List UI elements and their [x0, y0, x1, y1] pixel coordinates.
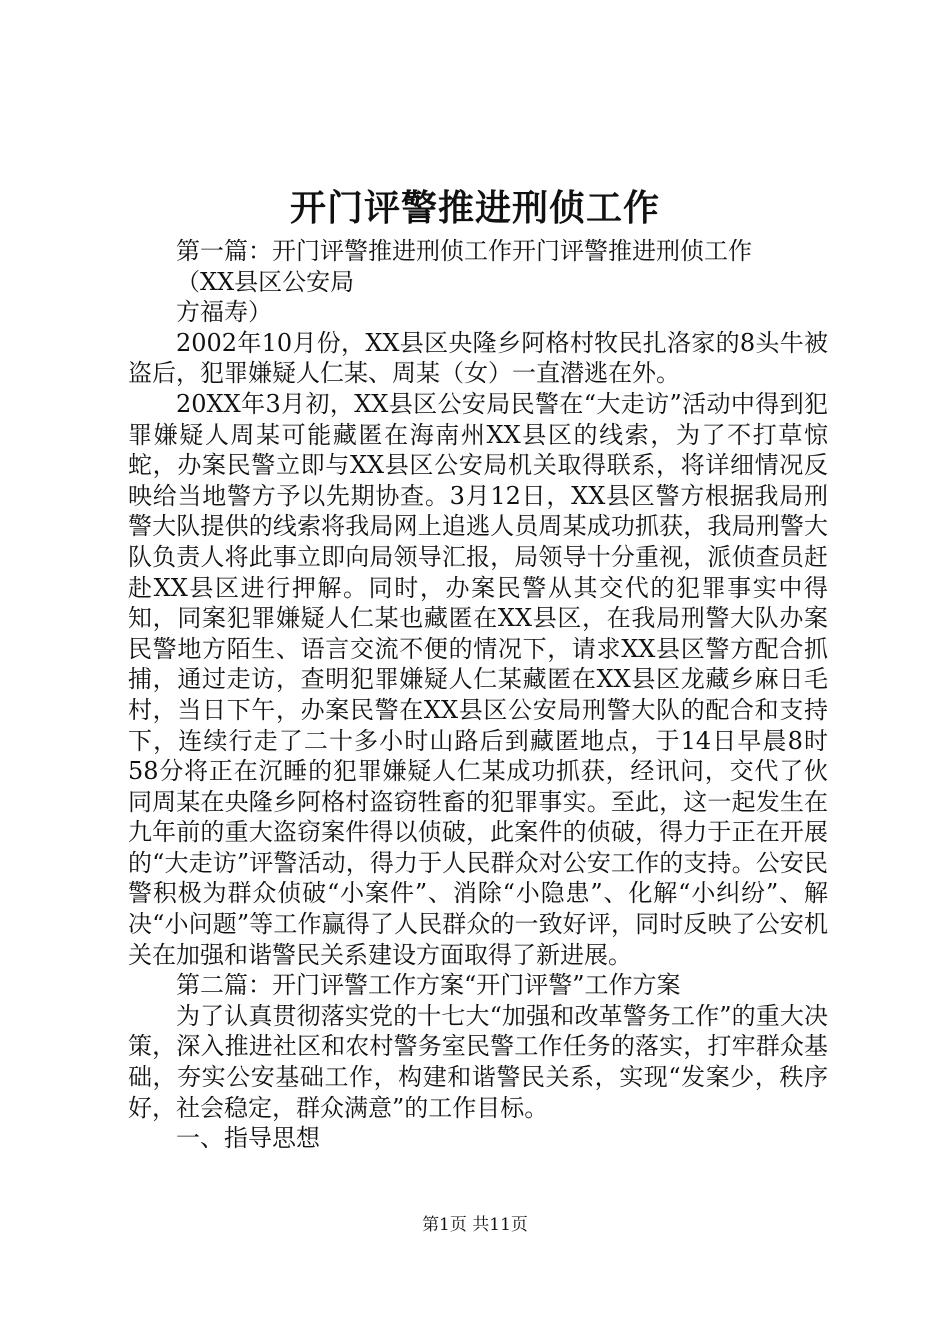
- body-paragraph: 为了认真贯彻落实党的十七大“加强和改革警务工作”的重大决策，深入推进社区和农村警务室民警工作任务的落实，打牢群众基础，夯实公安基础工作，构建和谐警民关系，实现“发案少，秩序好，社会稳定，群众满意”的工作目标。: [128, 1001, 828, 1122]
- document-body: [128, 236, 828, 1154]
- page-number-footer: 第1页 共11页: [422, 1215, 528, 1235]
- body-paragraph: 20XX年3月初，XX县区公安局民警在“大走访”活动中得到犯罪嫌疑人周某可能藏匿在海南州XX县区的线索，为了不打草惊蛇，办案民警立即与XX县区公安局机关取得联系，将详细情况反映给当地警方予以先期协查。3月12日，XX县区警方根据我局刑警大队提供的线索将我局网上追逃人员周某成功抓获，我局刑警大队负责人将此事立即向局领导汇报，局领导十分重视，派侦查员赶赴XX县区进行押解。同时，办案民警从其交代的犯罪事实中得知，同案犯罪嫌疑人仁某也藏匿在XX县区，在我局刑警大队办案民警地方陌生、语言交流不便的情况下，请求XX县区警方配合抓捕，通过走访，查明犯罪嫌疑人仁某藏匿在XX县区龙藏乡麻日毛村，当日下午，办案民警在XX县区公安局刑警大队的配合和支持下，连续行走了二十多小时山路后到藏匿地点，于14日早晨8时58分将正在沉睡的犯罪嫌疑人仁某成功抓获，经讯问，交代了伙同周某在央隆乡阿格村盗窃牲畜的犯罪事实。至此，这一起发生在九年前的重大盗窃案件得以侦破，此案件的侦破，得力于正在开展的“大走访”评警活动，得力于人民群众对公安工作的支持。公安民警积极为群众侦破“小案件”、消除“小隐患”、化解“小纠纷”、解决“小问题”等工作赢得了人民群众的一致好评，同时反映了公安机关在加强和谐警民关系建设方面取得了新进展。: [128, 389, 828, 969]
- author-name-line: 方福寿）: [176, 298, 272, 327]
- section-heading-2: 第二篇：开门评警工作方案“开门评警”工作方案: [176, 971, 681, 1000]
- section-heading-1: 第一篇：开门评警推进刑侦工作开门评警推进刑侦工作: [176, 237, 752, 265]
- document-title: 开门评警推进刑侦工作: [289, 187, 660, 229]
- subsection-heading: 一、指导思想: [176, 1124, 320, 1153]
- author-org-line: （XX县区公安局: [176, 267, 355, 296]
- body-paragraph: 2002年10月份，XX县区央隆乡阿格村牧民扎洛家的8头牛被盗后，犯罪嫌疑人仁某、周某（女）一直潜逃在外。: [128, 328, 828, 388]
